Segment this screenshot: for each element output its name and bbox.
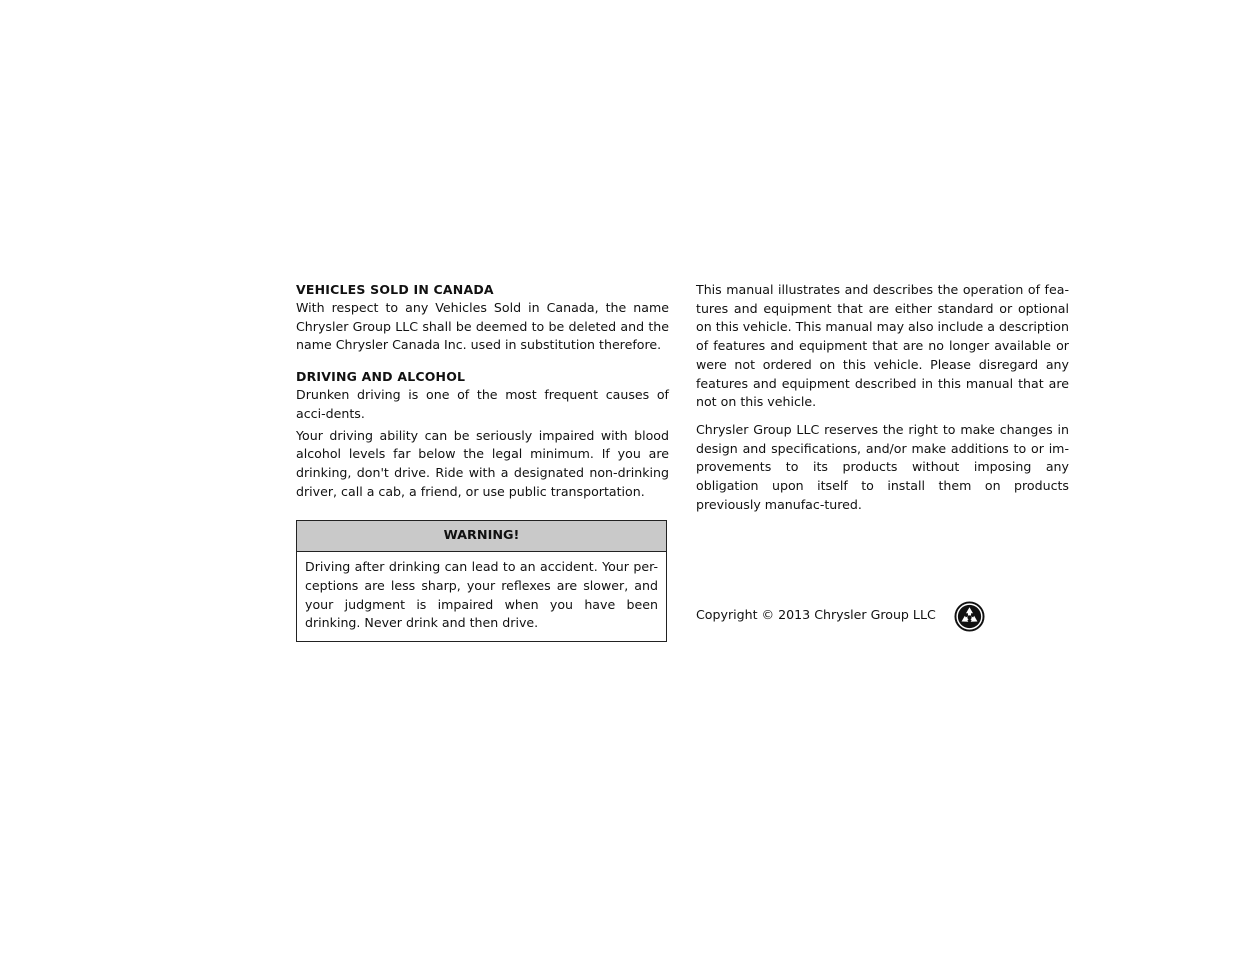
warning-text: Driving after drinking can lead to an accident. Your per-ceptions are less sharp, your reflexes are slower, and your judgment is impaired when you have been drinking. Never drink and then drive. [305, 559, 658, 631]
canada-paragraph: With respect to any Vehicles Sold in Canada, the name Chrysler Group LLC shall be deemed to be deleted and the name Chrysler Canada Inc. used in substitution therefore. [296, 300, 669, 353]
warning-body [297, 552, 666, 641]
warning-box [296, 520, 667, 642]
warning-title: WARNING! [297, 521, 666, 552]
alcohol-paragraph-1: Drunken driving is one of the most frequent causes of acci-dents. [296, 387, 669, 421]
manual-description-paragraph: This manual illustrates and describes the operation of fea-tures and equipment that are either standard or optional on this vehicle. This manual may also include a description of features and equipment that are no longer available or were not ordered on this vehicle. Please disregard any features and equipment described in this manual that are not on this vehicle. [696, 282, 1069, 410]
right-column [696, 281, 1069, 514]
copyright-notice: Copyright © 2013 Chrysler Group LLC [696, 607, 936, 622]
left-column [296, 281, 669, 642]
heading-driving-and-alcohol: DRIVING AND ALCOHOL [296, 369, 466, 385]
changes-reservation-paragraph: Chrysler Group LLC reserves the right to make changes in design and specifications, and/or make additions to or im-provements to its products without imposing any obligation upon itself to install them on products previously manufac-tured. [696, 421, 1069, 512]
heading-vehicles-sold-in-canada: VEHICLES SOLD IN CANADA [296, 282, 494, 297]
alcohol-paragraph-2: Your driving ability can be seriously impaired with blood alcohol levels far below the legal minimum. If you are drinking, don't drive. Ride with a designated non-drinking driver, call a cab, a friend, or use public transportation. [296, 427, 669, 499]
recycle-icon [954, 601, 985, 632]
